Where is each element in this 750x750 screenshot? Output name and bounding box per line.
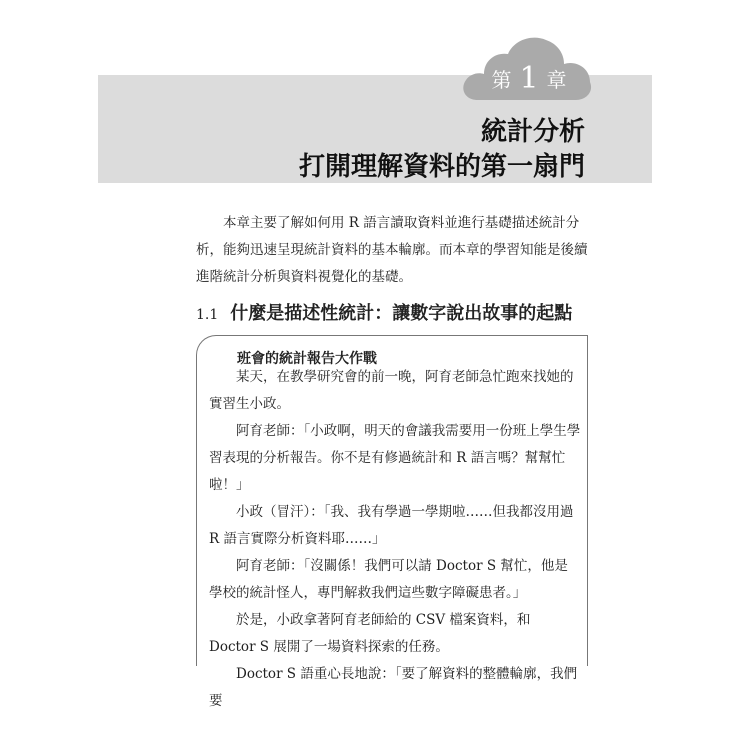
- section-title: 什麼是描述性統計：讓數字說出故事的起點: [230, 303, 573, 324]
- chapter-title-line-1: 統計分析: [480, 117, 585, 147]
- section-heading: [196, 299, 596, 325]
- story-paragraph: Doctor S 語重心長地說：「要了解資料的整體輪廓，我們要: [209, 666, 578, 709]
- chapter-number: 1: [519, 60, 539, 96]
- story-title: 班會的統計報告大作戰: [237, 351, 377, 367]
- chapter-title-line-2: 打開理解資料的第一扇門: [298, 152, 585, 182]
- story-paragraph: 於是，小政拿著阿育老師給的 CSV 檔案資料，和 Doctor S 展開了一場資料探索的任務。: [209, 612, 531, 655]
- story-paragraph: 某天，在教學研究會的前一晚，阿育老師急忙跑來找她的實習生小政。: [209, 369, 574, 412]
- story-paragraph: 小政（冒汗）：「我、我有學過一學期啦……但我都沒用過 R 語言實際分析資料耶……」: [209, 504, 574, 547]
- story-paragraph: 阿育老師：「小政啊，明天的會議我需要用一份班上學生學習表現的分析報告。你不是有修過統計和 R 語言嗎？幫幫忙啦！」: [209, 423, 581, 493]
- story-paragraph: 阿育老師：「沒關係！我們可以請 Doctor S 幫忙，他是學校的統計怪人，專門解救我們這些數字障礙患者。」: [209, 558, 568, 601]
- chapter-suffix: 章: [546, 67, 567, 92]
- section-number: 1.1: [196, 307, 219, 323]
- intro-paragraph: 本章主要了解如何用 R 語言讀取資料並進行基礎描述統計分析，能夠迅速呈現統計資料的基本輪廓。而本章的學習知能是後續進階統計分析與資料視覺化的基礎。: [196, 215, 588, 285]
- story-body: [209, 364, 581, 715]
- chapter-prefix: 第: [491, 67, 512, 92]
- story-box: [196, 335, 588, 709]
- chapter-label: [474, 60, 584, 96]
